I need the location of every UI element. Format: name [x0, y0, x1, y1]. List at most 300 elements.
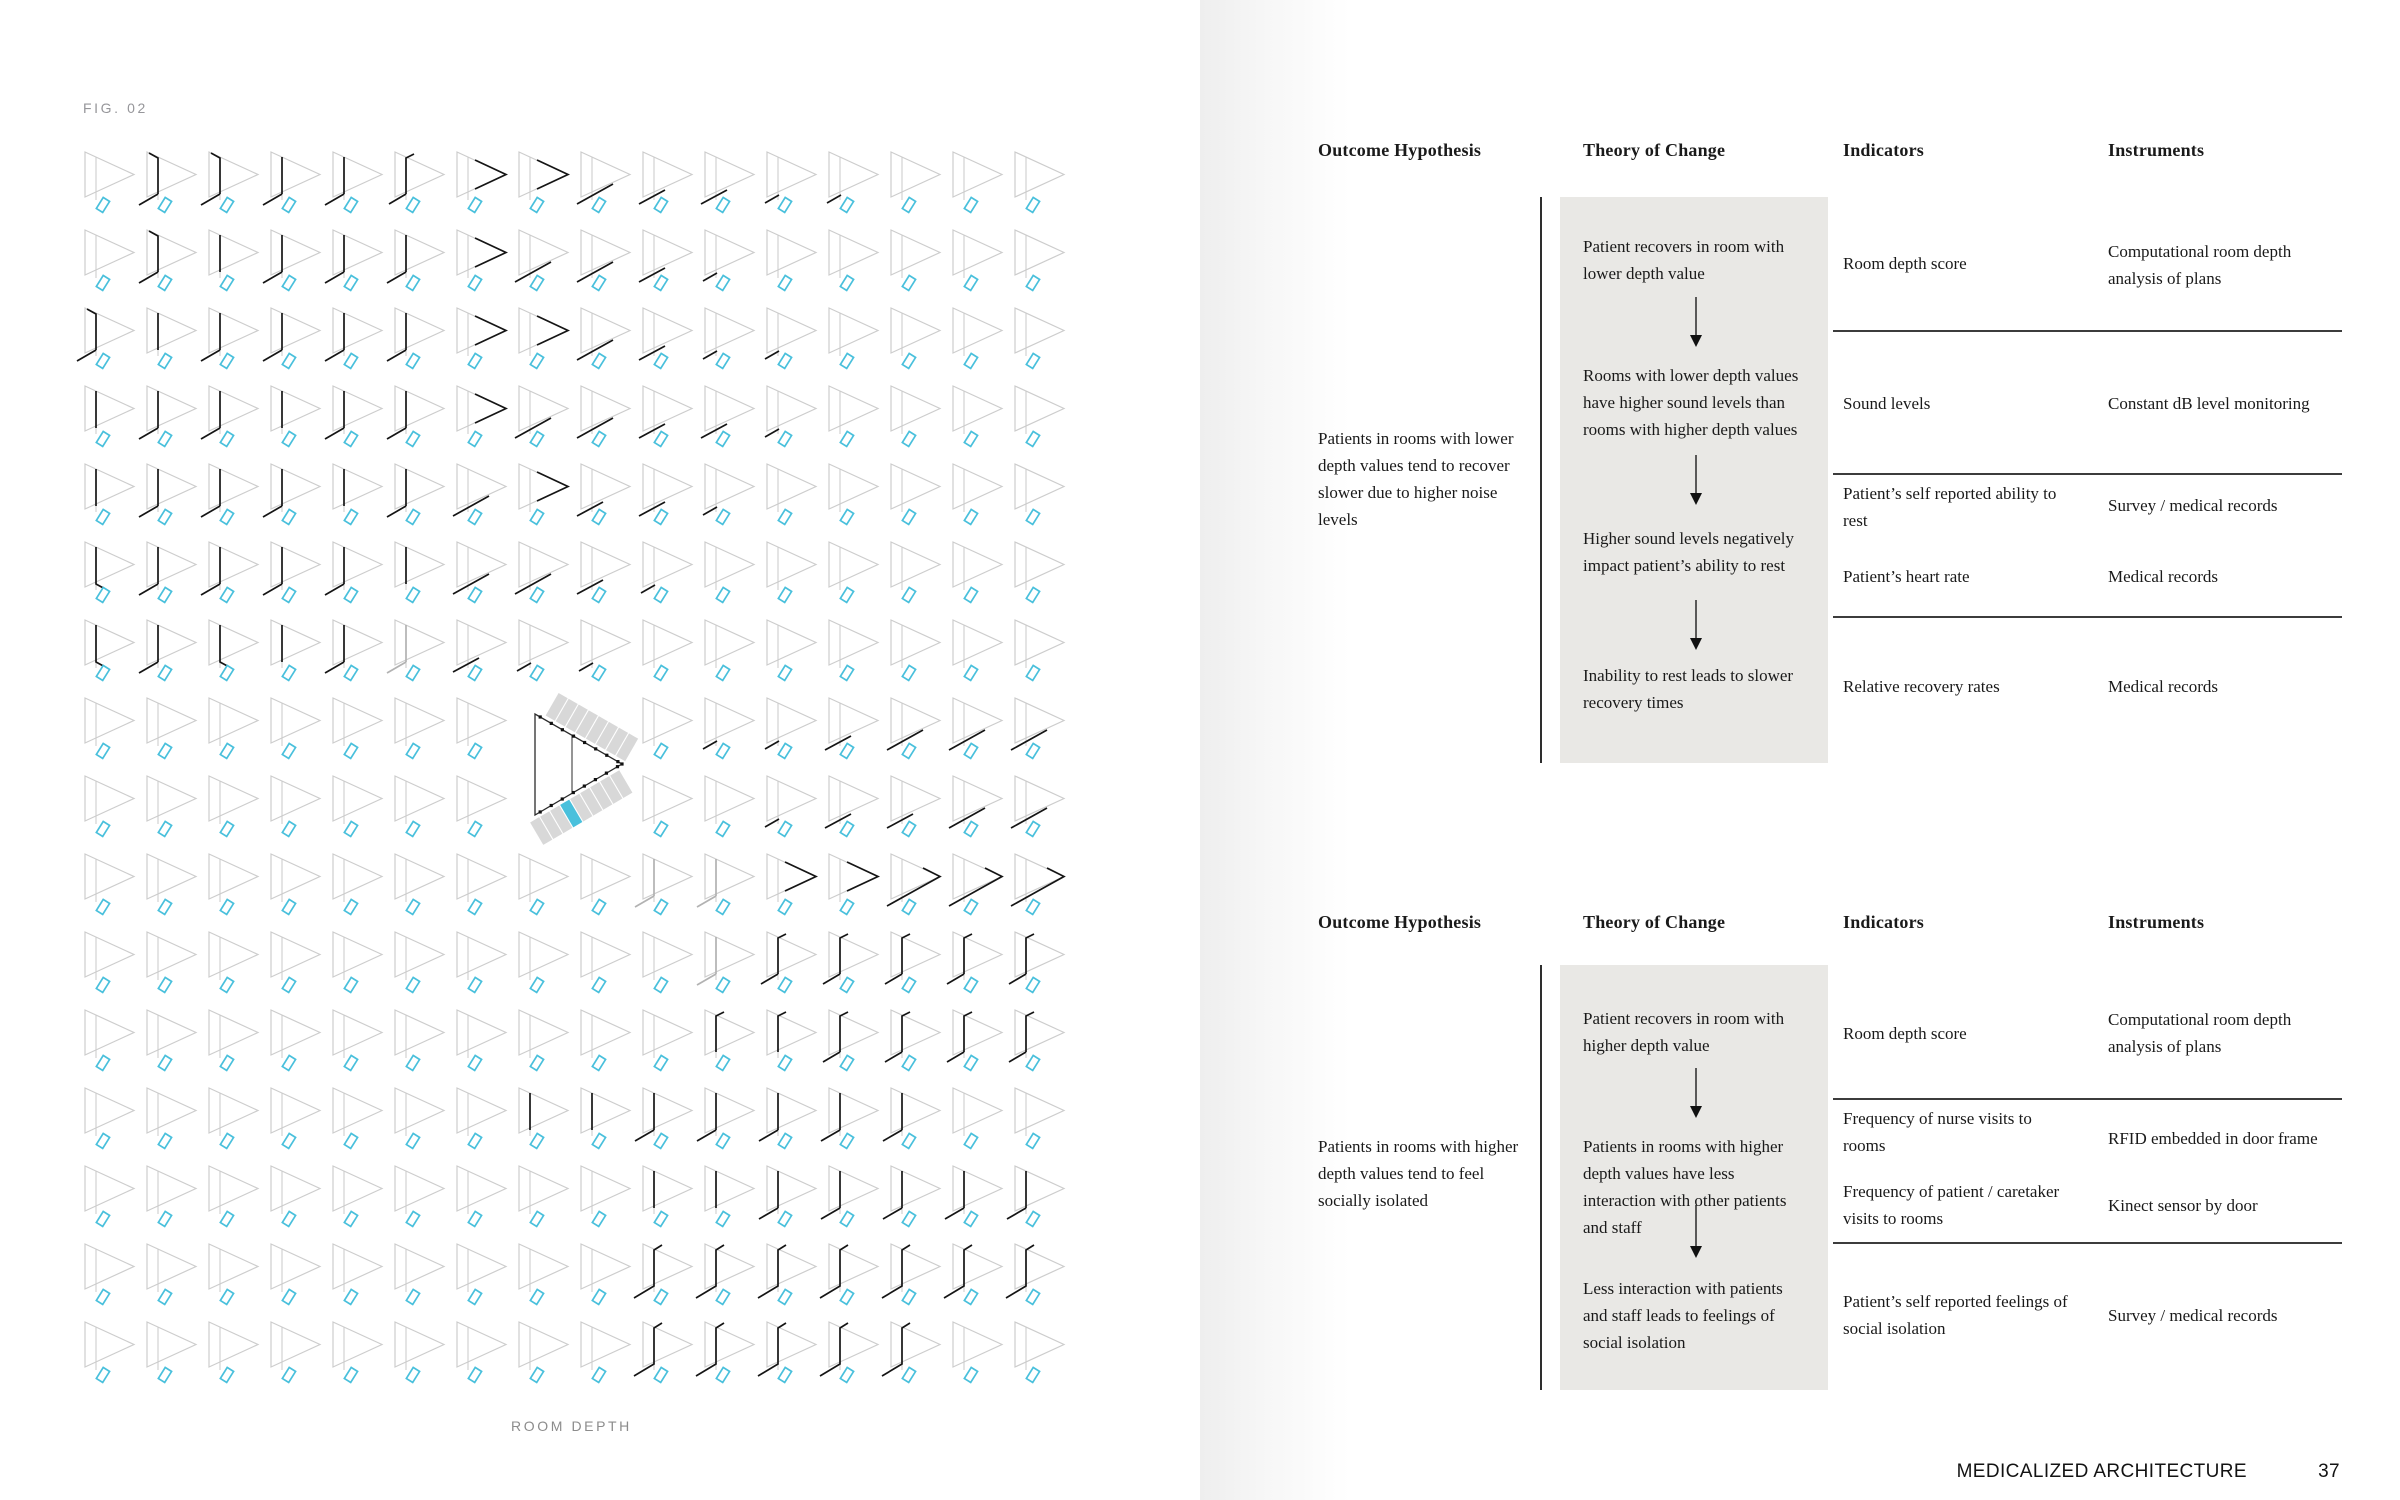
room-depth-glyph — [885, 1010, 940, 1070]
path-node-dot — [605, 754, 608, 757]
path-node-dot — [550, 804, 553, 807]
room-depth-glyph — [829, 854, 878, 914]
room-depth-glyph — [577, 386, 630, 446]
room-depth-glyph — [767, 542, 816, 602]
instrument-cell-2-1: Computational room depth analysis of plans — [2108, 1010, 2292, 1056]
room-depth-glyph — [820, 1322, 878, 1382]
room-depth-glyph — [581, 1322, 630, 1382]
room-depth-glyph — [643, 776, 692, 836]
room-depth-glyph — [891, 230, 940, 290]
room-depth-glyph — [457, 230, 506, 290]
room-depth-glyph — [949, 854, 1002, 914]
room-depth-glyph — [705, 620, 754, 680]
room-depth-glyph — [457, 854, 506, 914]
footer-book-title: MEDICALIZED ARCHITECTURE — [1956, 1461, 2247, 1482]
room-depth-glyph — [767, 230, 816, 290]
room-depth-glyph — [767, 854, 816, 914]
room-depth-glyph — [829, 386, 878, 446]
room-depth-glyph — [759, 1088, 816, 1148]
instrument-cell-1-5: Medical records — [2108, 677, 2218, 696]
room-depth-glyph — [581, 1010, 630, 1070]
room-depth-glyph — [457, 308, 506, 368]
indicator-cell-2-1: Room depth score — [1843, 1024, 1967, 1043]
room-depth-glyph — [825, 698, 878, 758]
room-depth-glyph — [325, 152, 382, 212]
path-node-dot — [550, 722, 553, 725]
room-depth-glyph — [147, 308, 196, 368]
room-depth-glyph — [1015, 152, 1064, 212]
room-depth-glyph — [333, 698, 382, 758]
indicator-cell-2-2: Frequency of nurse visits to rooms — [1843, 1109, 2032, 1155]
room-depth-glyph — [697, 1088, 754, 1148]
room-depth-glyph — [765, 776, 816, 836]
room-depth-glyph — [953, 386, 1002, 446]
footer-page-number: 37 — [2318, 1461, 2340, 1482]
room-depth-glyph — [209, 1166, 258, 1226]
room-depth-glyph — [639, 464, 692, 524]
room-depth-glyph — [457, 932, 506, 992]
room-depth-glyph — [271, 1010, 320, 1070]
room-depth-glyph — [519, 308, 568, 368]
room-depth-glyph — [271, 698, 320, 758]
room-depth-glyph — [147, 854, 196, 914]
room-depth-glyph — [263, 230, 320, 290]
outcome-hypothesis-text-1: Patients in rooms with lower depth values tend to recover slower due to higher noise levels — [1318, 429, 1514, 529]
room-depth-glyph — [147, 1322, 196, 1382]
room-depth-glyph — [209, 698, 258, 758]
room-depth-glyph — [139, 230, 196, 290]
room-depth-glyph — [758, 1322, 816, 1382]
column-header-instruments-1: Instruments — [2108, 140, 2205, 160]
room-depth-glyph — [953, 152, 1002, 212]
theory-flow-arrow-2-1 — [1688, 1068, 1704, 1118]
room-depth-glyph — [395, 1322, 444, 1382]
room-depth-glyph — [457, 1088, 506, 1148]
room-depth-glyph — [577, 542, 630, 602]
room-depth-glyph — [581, 1088, 630, 1148]
room-depth-glyph — [85, 932, 134, 992]
row-separator-1-3 — [1833, 616, 2342, 618]
room-depth-glyph — [271, 1166, 320, 1226]
room-depth-glyph — [395, 698, 444, 758]
path-node-dot — [605, 772, 608, 775]
room-depth-glyph — [519, 854, 568, 914]
path-node-dot — [616, 760, 619, 763]
room-depth-glyph — [953, 542, 1002, 602]
room-depth-glyph — [333, 854, 382, 914]
room-depth-glyph — [201, 542, 258, 602]
room-depth-glyph — [263, 464, 320, 524]
room-depth-glyph — [635, 1088, 692, 1148]
instrument-cell-2-2: RFID embedded in door frame — [2108, 1129, 2318, 1148]
room-depth-glyph — [147, 1088, 196, 1148]
room-depth-glyph — [767, 620, 816, 680]
path-node-dot — [583, 741, 586, 744]
room-depth-glyph — [639, 152, 692, 212]
instrument-cell-2-3: Kinect sensor by door — [2108, 1196, 2258, 1215]
theory-of-change-rule-2 — [1540, 965, 1542, 1390]
legend-floor-plan — [530, 693, 638, 845]
indicator-cell-1-3: Patient’s self reported ability to rest — [1843, 484, 2057, 530]
room-depth-glyph — [705, 776, 754, 836]
room-depth-glyph — [1015, 542, 1064, 602]
room-depth-glyph — [209, 854, 258, 914]
room-depth-glyph — [577, 464, 630, 524]
column-header-outcome-hypothesis-1: Outcome Hypothesis — [1318, 140, 1482, 160]
room-depth-glyph — [85, 230, 134, 290]
room-depth-glyph — [944, 1244, 1002, 1304]
room-depth-glyph — [395, 542, 444, 602]
room-depth-glyph — [209, 776, 258, 836]
room-depth-glyph — [829, 620, 878, 680]
path-node-dot — [594, 747, 597, 750]
room-depth-glyph — [457, 152, 506, 212]
room-depth-glyph — [825, 776, 878, 836]
room-depth-glyph — [643, 620, 692, 680]
outcome-hypothesis-text-2: Patients in rooms with higher depth values tend to feel socially isolated — [1318, 1137, 1519, 1210]
room-depth-glyph — [453, 464, 506, 524]
room-depth-glyph — [882, 1322, 940, 1382]
room-depth-glyph — [829, 308, 878, 368]
room-depth-glyph — [517, 620, 568, 680]
room-depth-glyph — [271, 386, 320, 446]
instrument-cell-1-4: Medical records — [2108, 567, 2218, 586]
room-depth-glyph — [829, 464, 878, 524]
room-depth-glyph — [139, 386, 196, 446]
row-separator-2-2 — [1833, 1242, 2342, 1244]
instrument-cell-2-4: Survey / medical records — [2108, 1306, 2278, 1325]
room-depth-glyph — [577, 152, 630, 212]
room-depth-glyph — [891, 386, 940, 446]
room-depth-glyph — [953, 1322, 1002, 1382]
room-depth-glyph — [457, 776, 506, 836]
room-depth-glyph — [387, 386, 444, 446]
room-depth-glyph — [953, 620, 1002, 680]
room-depth-glyph — [953, 230, 1002, 290]
indicator-cell-1-2: Sound levels — [1843, 394, 1931, 413]
theory-flow-arrow-1-2 — [1688, 455, 1704, 505]
room-depth-glyph — [705, 1010, 754, 1070]
room-depth-glyph — [945, 1166, 1002, 1226]
room-depth-glyph — [139, 464, 196, 524]
room-depth-glyph — [333, 1244, 382, 1304]
room-depth-glyph — [271, 776, 320, 836]
room-depth-glyph — [883, 1088, 940, 1148]
room-depth-glyph — [643, 1010, 692, 1070]
theory-step-2-1: Patient recovers in room with higher depth value — [1583, 1009, 1785, 1055]
room-depth-glyph — [887, 776, 940, 836]
indicator-cell-1-1: Room depth score — [1843, 254, 1967, 273]
figure-caption: ROOM DEPTH — [511, 1418, 632, 1434]
instrument-cell-1-3: Survey / medical records — [2108, 496, 2278, 515]
indicator-cell-1-4: Patient’s heart rate — [1843, 567, 1970, 586]
room-depth-glyph — [1015, 308, 1064, 368]
room-depth-glyph — [263, 308, 320, 368]
room-depth-glyph — [85, 1088, 134, 1148]
room-depth-glyph — [85, 620, 134, 680]
room-depth-glyph — [1015, 1088, 1064, 1148]
room-depth-glyph — [209, 620, 258, 680]
instrument-cell-1-2: Constant dB level monitoring — [2108, 394, 2310, 413]
room-depth-glyph — [395, 1166, 444, 1226]
room-depth-glyph — [395, 854, 444, 914]
room-depth-glyph — [1006, 1244, 1064, 1304]
room-depth-glyph — [821, 1166, 878, 1226]
room-depth-glyph — [85, 698, 134, 758]
room-depth-glyph — [577, 230, 630, 290]
room-depth-glyph — [887, 698, 940, 758]
room-depth-glyph — [263, 152, 320, 212]
room-depth-glyph — [85, 542, 134, 602]
room-depth-glyph — [696, 1244, 754, 1304]
room-depth-glyph — [147, 932, 196, 992]
room-depth-glyph — [639, 308, 692, 368]
room-depth-glyph — [891, 464, 940, 524]
theory-step-2-2: Patients in rooms with higher depth values have less interaction with other patients and staff — [1583, 1137, 1787, 1237]
path-node-dot — [539, 810, 542, 813]
room-depth-glyph — [643, 698, 692, 758]
theory-flow-arrow-1-3 — [1688, 600, 1704, 650]
room-depth-glyph — [209, 230, 258, 290]
room-depth-glyph — [457, 1244, 506, 1304]
room-depth-glyph — [759, 1166, 816, 1226]
room-depth-glyph — [515, 230, 568, 290]
room-depth-glyph — [395, 1010, 444, 1070]
room-depth-glyph — [703, 308, 754, 368]
room-depth-glyph — [263, 542, 320, 602]
room-depth-glyph — [885, 932, 940, 992]
room-depth-glyph — [827, 152, 878, 212]
room-depth-glyph — [891, 620, 940, 680]
room-depth-glyph — [325, 620, 382, 680]
column-header-indicators-1: Indicators — [1843, 140, 1925, 160]
path-node-dot — [561, 728, 564, 731]
room-depth-glyph — [389, 152, 444, 212]
path-node-dot — [583, 784, 586, 787]
room-depth-glyph — [209, 1010, 258, 1070]
room-depth-glyph — [758, 1244, 816, 1304]
room-depth-glyph — [696, 1322, 754, 1382]
room-depth-glyph — [1009, 932, 1064, 992]
room-depth-glyph — [333, 1166, 382, 1226]
room-depth-glyph — [333, 1010, 382, 1070]
room-depth-glyph — [635, 854, 692, 914]
room-depth-glyph — [1015, 1322, 1064, 1382]
room-depth-glyph — [457, 698, 506, 758]
room-depth-glyph — [85, 1322, 134, 1382]
indicator-cell-2-4: Patient’s self reported feelings of social isolation — [1843, 1292, 2068, 1338]
column-header-indicators-2: Indicators — [1843, 912, 1925, 932]
room-depth-glyph — [85, 1010, 134, 1070]
room-depth-glyph — [77, 308, 134, 368]
indicator-cell-1-5: Relative recovery rates — [1843, 677, 2000, 696]
theory-of-change-rule-1 — [1540, 197, 1542, 763]
row-separator-1-2 — [1833, 473, 2342, 475]
path-node-dot — [539, 715, 542, 718]
room-depth-glyph — [325, 542, 382, 602]
room-depth-glyph — [891, 308, 940, 368]
room-depth-glyph — [457, 1166, 506, 1226]
room-depth-glyph — [1011, 776, 1064, 836]
room-depth-glyph — [395, 1088, 444, 1148]
room-depth-glyph — [1011, 698, 1064, 758]
figure-label: FIG. 02 — [83, 100, 148, 116]
room-depth-glyph — [457, 1010, 506, 1070]
row-separator-2-1 — [1833, 1098, 2342, 1100]
indicator-cell-2-3: Frequency of patient / caretaker visits to rooms — [1843, 1182, 2060, 1228]
theory-flow-arrow-1-1 — [1688, 297, 1704, 347]
room-depth-glyph — [201, 464, 258, 524]
path-node-dot — [616, 765, 619, 768]
room-depth-glyph — [581, 1166, 630, 1226]
room-depth-glyph — [209, 932, 258, 992]
room-depth-glyph — [519, 1088, 568, 1148]
room-depth-glyph — [515, 542, 568, 602]
room-depth-glyph — [139, 542, 196, 602]
room-depth-glyph — [1007, 1166, 1064, 1226]
room-depth-glyph — [519, 152, 568, 212]
room-depth-glyph — [820, 1244, 878, 1304]
room-depth-glyph — [519, 1244, 568, 1304]
room-depth-glyph — [519, 1166, 568, 1226]
room-depth-glyph — [829, 542, 878, 602]
column-header-outcome-hypothesis-2: Outcome Hypothesis — [1318, 912, 1482, 932]
room-depth-glyph — [333, 932, 382, 992]
room-depth-glyph — [209, 1322, 258, 1382]
room-depth-glyph — [579, 620, 630, 680]
room-depth-glyph — [581, 854, 630, 914]
room-depth-glyph — [387, 308, 444, 368]
room-depth-glyph — [201, 308, 258, 368]
room-depth-glyph — [1009, 1010, 1064, 1070]
theory-step-1-2: Rooms with lower depth values have higher sound levels than rooms with higher depth values — [1583, 366, 1799, 439]
room-depth-glyph — [85, 1244, 134, 1304]
room-depth-glyph — [703, 464, 754, 524]
room-depth-glyph — [703, 230, 754, 290]
room-depth-glyph — [325, 230, 382, 290]
room-depth-glyph — [1015, 464, 1064, 524]
room-depth-glyph — [953, 1088, 1002, 1148]
room-depth-glyph — [519, 464, 568, 524]
room-depth-glyph — [139, 620, 196, 680]
room-depth-glyph — [639, 230, 692, 290]
room-depth-glyph — [387, 230, 444, 290]
room-depth-glyph — [891, 542, 940, 602]
path-node-dot — [620, 762, 623, 765]
room-depth-glyph — [457, 1322, 506, 1382]
room-depth-glyph — [519, 1010, 568, 1070]
room-depth-glyph — [453, 620, 506, 680]
room-depth-glyph — [271, 1088, 320, 1148]
room-depth-glyph — [947, 932, 1002, 992]
room-depth-glyph — [949, 776, 1002, 836]
room-depth-glyph — [643, 1166, 692, 1226]
room-depth-glyph — [581, 932, 630, 992]
room-depth-glyph — [765, 386, 816, 446]
room-depth-glyph — [147, 1166, 196, 1226]
room-depth-glyph — [395, 1244, 444, 1304]
room-depth-glyph — [765, 152, 816, 212]
room-depth-glyph — [634, 1322, 692, 1382]
room-depth-glyph — [457, 386, 506, 446]
room-depth-glyph — [85, 464, 134, 524]
instrument-cell-1-1: Computational room depth analysis of plans — [2108, 242, 2292, 288]
room-depth-glyph — [705, 1166, 754, 1226]
room-depth-glyph — [387, 620, 444, 680]
room-depth-glyph — [639, 386, 692, 446]
room-depth-glyph — [147, 1010, 196, 1070]
room-depth-glyph — [1015, 620, 1064, 680]
room-depth-glyph — [947, 1010, 1002, 1070]
room-depth-glyph — [767, 1010, 816, 1070]
path-node-dot — [572, 791, 575, 794]
room-depth-glyph — [147, 1244, 196, 1304]
room-depth-glyph — [453, 542, 506, 602]
room-depth-glyph — [949, 698, 1002, 758]
path-node-dot — [561, 797, 564, 800]
room-depth-glyph — [953, 464, 1002, 524]
room-depth-glyph — [271, 1244, 320, 1304]
room-depth-glyph — [823, 1010, 878, 1070]
room-depth-glyph — [882, 1244, 940, 1304]
room-depth-glyph — [705, 542, 754, 602]
room-depth-glyph — [519, 932, 568, 992]
room-depth-glyph — [271, 1322, 320, 1382]
path-node-dot — [572, 735, 575, 738]
room-depth-glyph — [581, 1244, 630, 1304]
room-depth-glyph — [891, 152, 940, 212]
room-depth-glyph — [765, 698, 816, 758]
room-depth-glyph — [201, 386, 258, 446]
room-depth-glyph — [333, 1322, 382, 1382]
room-depth-glyph — [325, 308, 382, 368]
room-depth-glyph — [85, 386, 134, 446]
path-node-dot — [594, 778, 597, 781]
room-depth-glyph — [634, 1244, 692, 1304]
theory-step-1-3: Higher sound levels negatively impact patient’s ability to rest — [1583, 529, 1795, 575]
room-depth-glyph — [1011, 854, 1064, 914]
room-depth-glyph — [887, 854, 940, 914]
room-depth-glyph — [139, 152, 196, 212]
room-depth-glyph — [395, 776, 444, 836]
room-depth-glyph — [697, 932, 754, 992]
room-depth-glyph — [703, 698, 754, 758]
room-depth-glyph — [147, 698, 196, 758]
room-depth-glyph — [209, 1088, 258, 1148]
room-depth-glyph — [333, 464, 382, 524]
room-depth-glyph — [395, 932, 444, 992]
room-depth-glyph — [1015, 386, 1064, 446]
room-depth-glyph — [147, 776, 196, 836]
room-depth-glyph — [271, 854, 320, 914]
room-depth-glyph — [823, 932, 878, 992]
theory-step-1-4: Inability to rest leads to slower recovery times — [1583, 666, 1794, 712]
column-header-theory-of-change-2: Theory of Change — [1583, 912, 1726, 932]
room-depth-glyph — [325, 386, 382, 446]
theory-flow-arrow-2-2 — [1688, 1205, 1704, 1258]
room-depth-glyph — [85, 152, 134, 212]
room-depth-glyph — [641, 542, 692, 602]
room-depth-glyph — [85, 1166, 134, 1226]
room-depth-glyph — [85, 854, 134, 914]
room-depth-glyph — [333, 1088, 382, 1148]
room-depth-glyph — [697, 854, 754, 914]
theory-step-2-3: Less interaction with patients and staff leads to feelings of social isolation — [1583, 1279, 1783, 1352]
room-depth-glyph — [765, 308, 816, 368]
column-header-instruments-2: Instruments — [2108, 912, 2205, 932]
room-depth-glyph — [515, 386, 568, 446]
room-depth-glyph — [643, 932, 692, 992]
